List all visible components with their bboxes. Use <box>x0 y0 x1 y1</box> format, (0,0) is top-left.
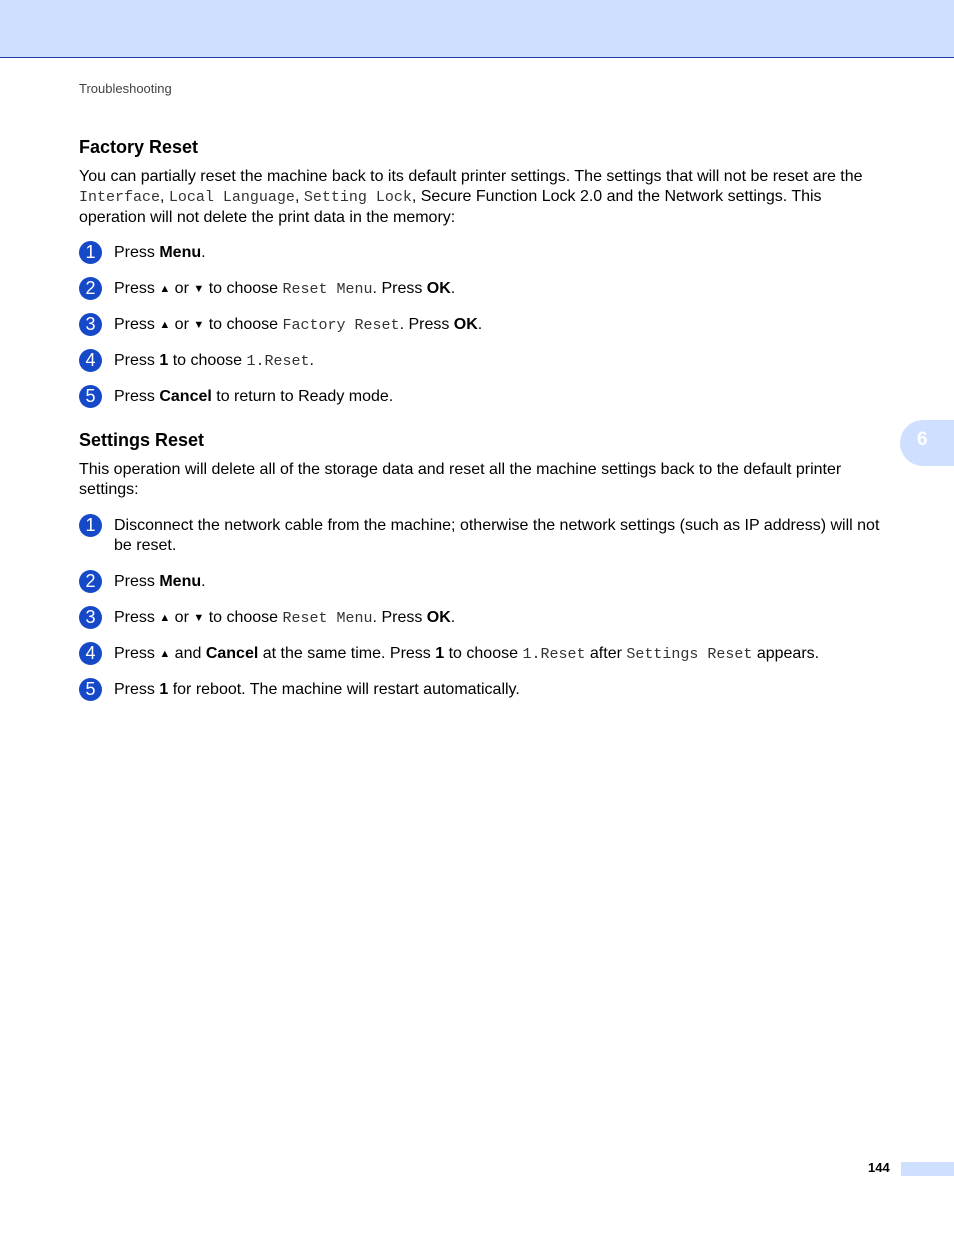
down-arrow-icon: ▼ <box>193 283 205 295</box>
step-number-badge: 5 <box>79 678 102 701</box>
step-text: Press ▲ and Cancel at the same time. Press 1 to choose 1.Reset after Settings Reset appears. <box>114 645 820 663</box>
step-text: Press ▲ or ▼ to choose Reset Menu. Press OK. <box>114 280 456 298</box>
step-text: Press Menu. <box>114 244 206 261</box>
factory-reset-heading: Factory Reset <box>79 137 199 157</box>
step-text: Disconnect the network cable from the machine; otherwise the network settings (such as IP address) will not be reset. <box>114 517 880 554</box>
step-number-badge: 4 <box>79 642 102 665</box>
up-arrow-icon: ▲ <box>159 319 171 331</box>
settings-reset-intro: This operation will delete all of the storage data and reset all the machine settings back to the default printer settings: <box>79 461 842 498</box>
page-number-bar <box>901 1162 954 1176</box>
step-text: Press ▲ or ▼ to choose Reset Menu. Press OK. <box>114 609 456 627</box>
up-arrow-icon: ▲ <box>159 612 171 624</box>
down-arrow-icon: ▼ <box>193 612 205 624</box>
header-band <box>0 0 954 58</box>
step-number-badge: 4 <box>79 349 102 372</box>
step-number-badge: 1 <box>79 241 102 264</box>
chapter-number: 6 <box>917 429 928 450</box>
chapter-tab <box>900 420 954 466</box>
step-text: Press ▲ or ▼ to choose Factory Reset. Press OK. <box>114 316 483 334</box>
step-number-badge: 3 <box>79 313 102 336</box>
up-arrow-icon: ▲ <box>159 648 171 660</box>
step-number-badge: 2 <box>79 570 102 593</box>
step-text: Press 1 for reboot. The machine will restart automatically. <box>114 681 520 698</box>
step-number-badge: 2 <box>79 277 102 300</box>
step-text: Press Cancel to return to Ready mode. <box>114 388 394 405</box>
step-text: Press 1 to choose 1.Reset. <box>114 352 314 370</box>
step-number-badge: 1 <box>79 514 102 537</box>
step-number-badge: 5 <box>79 385 102 408</box>
up-arrow-icon: ▲ <box>159 283 171 295</box>
step-number-badge: 3 <box>79 606 102 629</box>
down-arrow-icon: ▼ <box>193 319 205 331</box>
factory-reset-intro: You can partially reset the machine back to its default printer settings. The settings that will not be reset are the Interface, Local Language, Setting Lock, Secure Function Lock 2.0 and the Network settings. This operation will not delete the print data in the memory: <box>79 168 863 226</box>
step-text: Press Menu. <box>114 573 206 590</box>
settings-reset-heading: Settings Reset <box>79 430 205 450</box>
page-number: 144 <box>868 1160 890 1175</box>
running-head: Troubleshooting <box>79 81 172 96</box>
